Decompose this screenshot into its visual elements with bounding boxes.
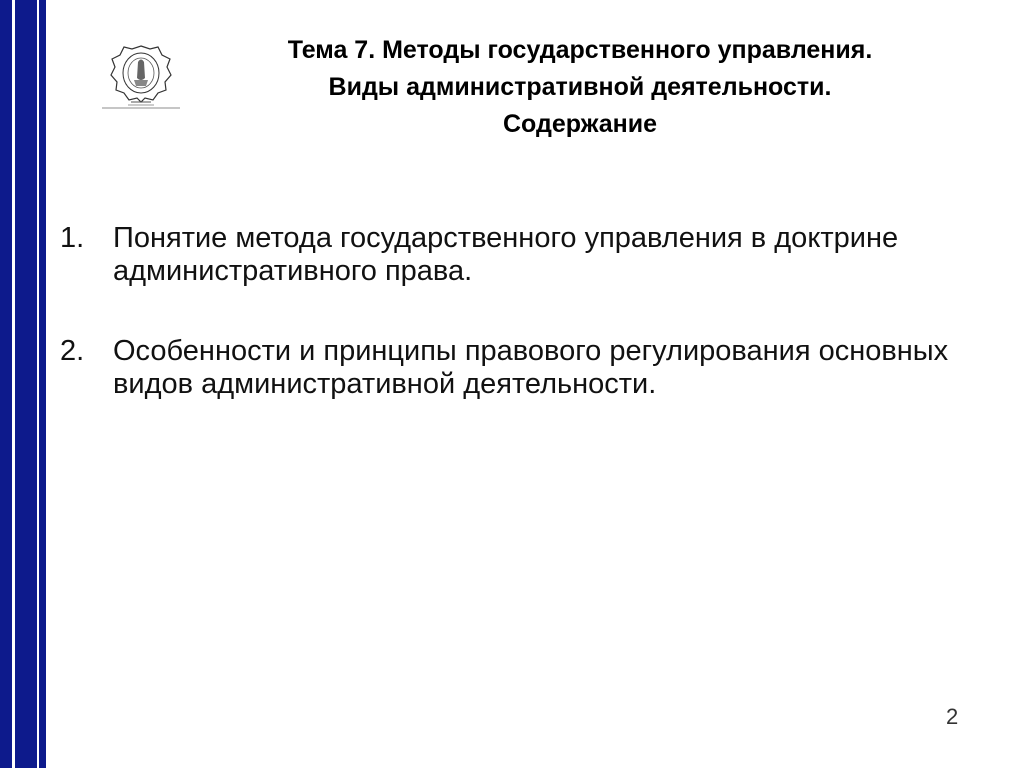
list-item-text: Понятие метода государственного управления в доктрине административного права. — [113, 222, 899, 287]
slide-title — [200, 32, 960, 143]
left-sidebar-bar — [0, 0, 46, 768]
page-number: 2 — [946, 704, 959, 729]
content-list — [60, 222, 960, 448]
sidebar-stripe — [37, 0, 39, 768]
list-item-number: 2. — [60, 335, 85, 367]
list-item — [60, 222, 960, 288]
title-line: Тема 7. Методы государственного управления. — [287, 36, 873, 64]
title-line: Виды административной деятельности. — [328, 73, 832, 101]
title-line: Содержание — [502, 110, 658, 138]
list-item — [60, 335, 960, 401]
university-emblem-icon — [100, 42, 182, 110]
sidebar-stripe — [12, 0, 15, 768]
list-item-number: 1. — [60, 222, 85, 254]
list-item-text: Особенности и принципы правового регулирования основных видов административной деятельности. — [113, 335, 949, 400]
